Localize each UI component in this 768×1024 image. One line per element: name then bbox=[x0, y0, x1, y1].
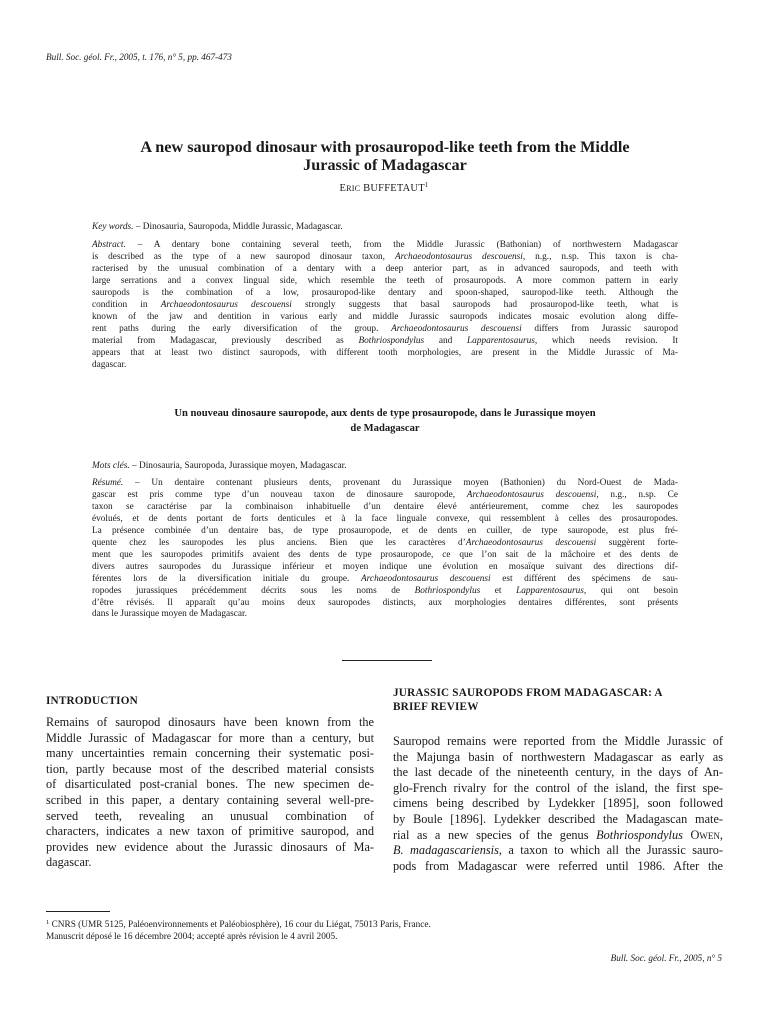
body-line: dagascar. bbox=[46, 855, 92, 870]
abstract-line: condition in Archaeodontosaurus descouensi strongly suggests that basal sauropods had prosauropod-like teeth, what is bbox=[92, 299, 678, 310]
abstract-line: dagascar. bbox=[92, 359, 127, 370]
resume-line: évolués, et de dents portant de forts denticules et à la face linguale convexe, qui ressemblent à celles des prosauropodes. bbox=[92, 513, 678, 524]
abstract-line: is described as the type of a new sauropod dinosaur taxon, Archaeodontosaurus descouensi, n.g., n.sp. This taxon is cha- bbox=[92, 251, 679, 262]
running-footer: Bull. Soc. géol. Fr., 2005, n° 5 bbox=[610, 953, 722, 963]
mots-cles bbox=[92, 461, 678, 473]
introduction-body bbox=[46, 715, 374, 871]
running-header: Bull. Soc. géol. Fr., 2005, t. 176, n° 5, pp. 467-473 bbox=[46, 52, 232, 62]
body-line: the Majunga basin of northwestern Madagascar as early as bbox=[393, 749, 723, 764]
body-line: of disarticulated post-cranial bones. The new specimen de- bbox=[46, 777, 374, 792]
keywords-label: Key words. bbox=[92, 222, 134, 232]
resume-line: gascar est pris comme type d’un nouveau taxon de dinosaure sauropode, Archaeodontosaurus descouensi, n.g., n.sp. Ce bbox=[92, 489, 678, 500]
body-line: provides new evidence about the Jurassic dinosaurs of Ma- bbox=[46, 839, 374, 854]
article-title bbox=[60, 138, 710, 174]
resume-line: d’être révisés. Il apparaît qu’au moins deux sauropodes distincts, aux morphologies dentaires différentes, sont présents bbox=[92, 597, 678, 608]
footnote-rule bbox=[46, 911, 110, 912]
mots-cles-text: – Dinosauria, Sauropoda, Jurassique moyen, Madagascar. bbox=[129, 461, 347, 471]
body-line: many uncertainties remain concerning their systematic posi- bbox=[46, 746, 374, 761]
keywords bbox=[92, 222, 678, 234]
abstract-line: material from Madagascar, previously described as Bothriospondylus and Lapparentosaurus, which needs revision. It bbox=[92, 335, 679, 346]
footnote-dates: Manuscrit déposé le 16 décembre 2004; accepté après révision le 4 avril 2005. bbox=[46, 931, 338, 942]
body-line: Remains of sauropod dinosaurs have been known from the bbox=[46, 715, 374, 729]
abstract-line: racterised by the unusual combination of a dentary with a deep anterior part, as in advanced sauropods, and teeth with bbox=[92, 263, 678, 274]
body-line: pods from Madagascar were referred until 1986. After the bbox=[393, 858, 723, 873]
body-line: B. madagascariensis, a taxon to which all the Jurassic sauro- bbox=[393, 843, 723, 858]
title-line-1: A new sauropod dinosaur with prosauropod-like teeth from the Middle bbox=[140, 138, 630, 156]
abstract bbox=[92, 240, 678, 371]
author-name: ERIC BUFFETAUT$^1$ bbox=[339, 181, 429, 194]
author-footnote-marker: 1 bbox=[424, 181, 429, 189]
body-line: tion, partly because most of the described material consists bbox=[46, 761, 374, 776]
body-line: by Boule [1896]. Lydekker described the Madagascan mate- bbox=[393, 811, 723, 826]
resume bbox=[92, 478, 678, 621]
body-line: scribed in this paper, a dentary containing several well-pre- bbox=[46, 792, 374, 807]
resume-line: dans le Jurassique moyen de Madagascar. bbox=[92, 609, 247, 620]
french-title bbox=[92, 406, 678, 436]
resume-line: ment que les sauropodes primitifs avaient des dents de type prosauropode, ce que l’on sait de la mâchoire et des dents de bbox=[92, 549, 678, 560]
resume-line: quente chez les sauropodes les plus anciens. Bien que les caractères d’Archaeodontosaurus descouensi suggèrent forte- bbox=[92, 537, 679, 548]
footnote bbox=[46, 917, 606, 943]
resume-line: divers autres sauropodes du Jurassique inférieur et moyen indique une évolution en mosaïque suivant des directions dif- bbox=[92, 561, 678, 572]
body-line: cimens being described by Lydekker [1895], soon followed bbox=[393, 796, 723, 811]
section-divider bbox=[342, 660, 432, 661]
footnote-marker: 1 bbox=[46, 919, 50, 926]
resume-line: férentes lors de la diversification initiale du groupe. Archaeodontosaurus descouensi est différent des spécimens de sau- bbox=[92, 573, 678, 584]
body-line: glo-French rivalry for the control of the island, the first spe- bbox=[393, 780, 723, 795]
body-line: served teeth, revealing an unusual combination of bbox=[46, 808, 374, 823]
body-line: characters, indicates a new taxon of primitive sauropod, and bbox=[46, 824, 374, 839]
abstract-line: Abstract. – A dentary bone containing several teeth, from the Middle Jurassic (Bathonian) of northwestern Madagascar bbox=[92, 240, 678, 250]
review-body bbox=[393, 734, 723, 874]
body-line: Sauropod remains were reported from the Middle Jurassic of bbox=[393, 734, 723, 748]
abstract-line: known of the jaw and dentition in various early and middle Jurassic sauropods indicates mosaic evolution along diffe- bbox=[92, 311, 678, 322]
review-heading: JURASSIC SAUROPODS FROM MADAGASCAR: A BRIEF REVIEW bbox=[393, 687, 663, 713]
french-title-line-1: Un nouveau dinosaure sauropode, aux dents de type prosauropode, dans le Jurassique moyen bbox=[174, 408, 596, 419]
abstract-line: appears that at least two distinct sauropods, with different tooth morphologies, are present in the Middle Jurassic of Ma- bbox=[92, 347, 678, 358]
french-title-line-2: de Madagascar bbox=[350, 423, 420, 434]
keywords-text: – Dinosauria, Sauropoda, Middle Jurassic, Madagascar. bbox=[133, 222, 343, 232]
abstract-line: large serrations and a convex lingual side, which resemble the teeth of prosauropods. A more common pattern in early bbox=[92, 275, 678, 286]
introduction-heading: INTRODUCTION bbox=[46, 695, 138, 707]
body-line: rial as a new species of the genus Bothriospondylus Owen, bbox=[393, 827, 723, 842]
footnote-affiliation: CNRS (UMR 5125, Paléoenvironnements et Paléobiosphère), 16 cour du Liégat, 75013 Paris, France. bbox=[49, 920, 431, 930]
resume-line: ropodes jurassiques précédemment décrits sous les noms de Bothriospondylus et Lapparentosaurus, qui ont besoin bbox=[92, 585, 678, 596]
body-line: the last decade of the nineteenth century, in the days of An- bbox=[393, 765, 723, 780]
resume-line: Résumé. – Un dentaire contenant plusieurs dents, provenant du Jurassique moyen (Bathonien) du Nord-Ouest de Mada- bbox=[92, 478, 678, 488]
abstract-line: sauropods is the combination of a low, prosauropod-like dentary and spoon-shaped, sauropod-like teeth. Although the bbox=[92, 287, 678, 298]
body-line: Middle Jurassic of Madagascar for more than a century, but bbox=[46, 730, 374, 745]
resume-line: La présence combinée d’un dentaire bas, de type prosauropode, et de dents en cuiller, de type sauropode, est plus fré- bbox=[92, 525, 678, 536]
abstract-line: rent paths during the early diversification of the group. Archaeodontosaurus descouensi differs from Jurassic sauropod bbox=[92, 323, 679, 334]
title-line-2: Jurassic of Madagascar bbox=[303, 156, 467, 174]
mots-cles-label: Mots clés. bbox=[92, 461, 130, 471]
resume-line: taxon se caractérise par la combinaison inhabituelle d’un dentaire élevé antérieurement, comme chez les sauropodes bbox=[92, 501, 678, 512]
